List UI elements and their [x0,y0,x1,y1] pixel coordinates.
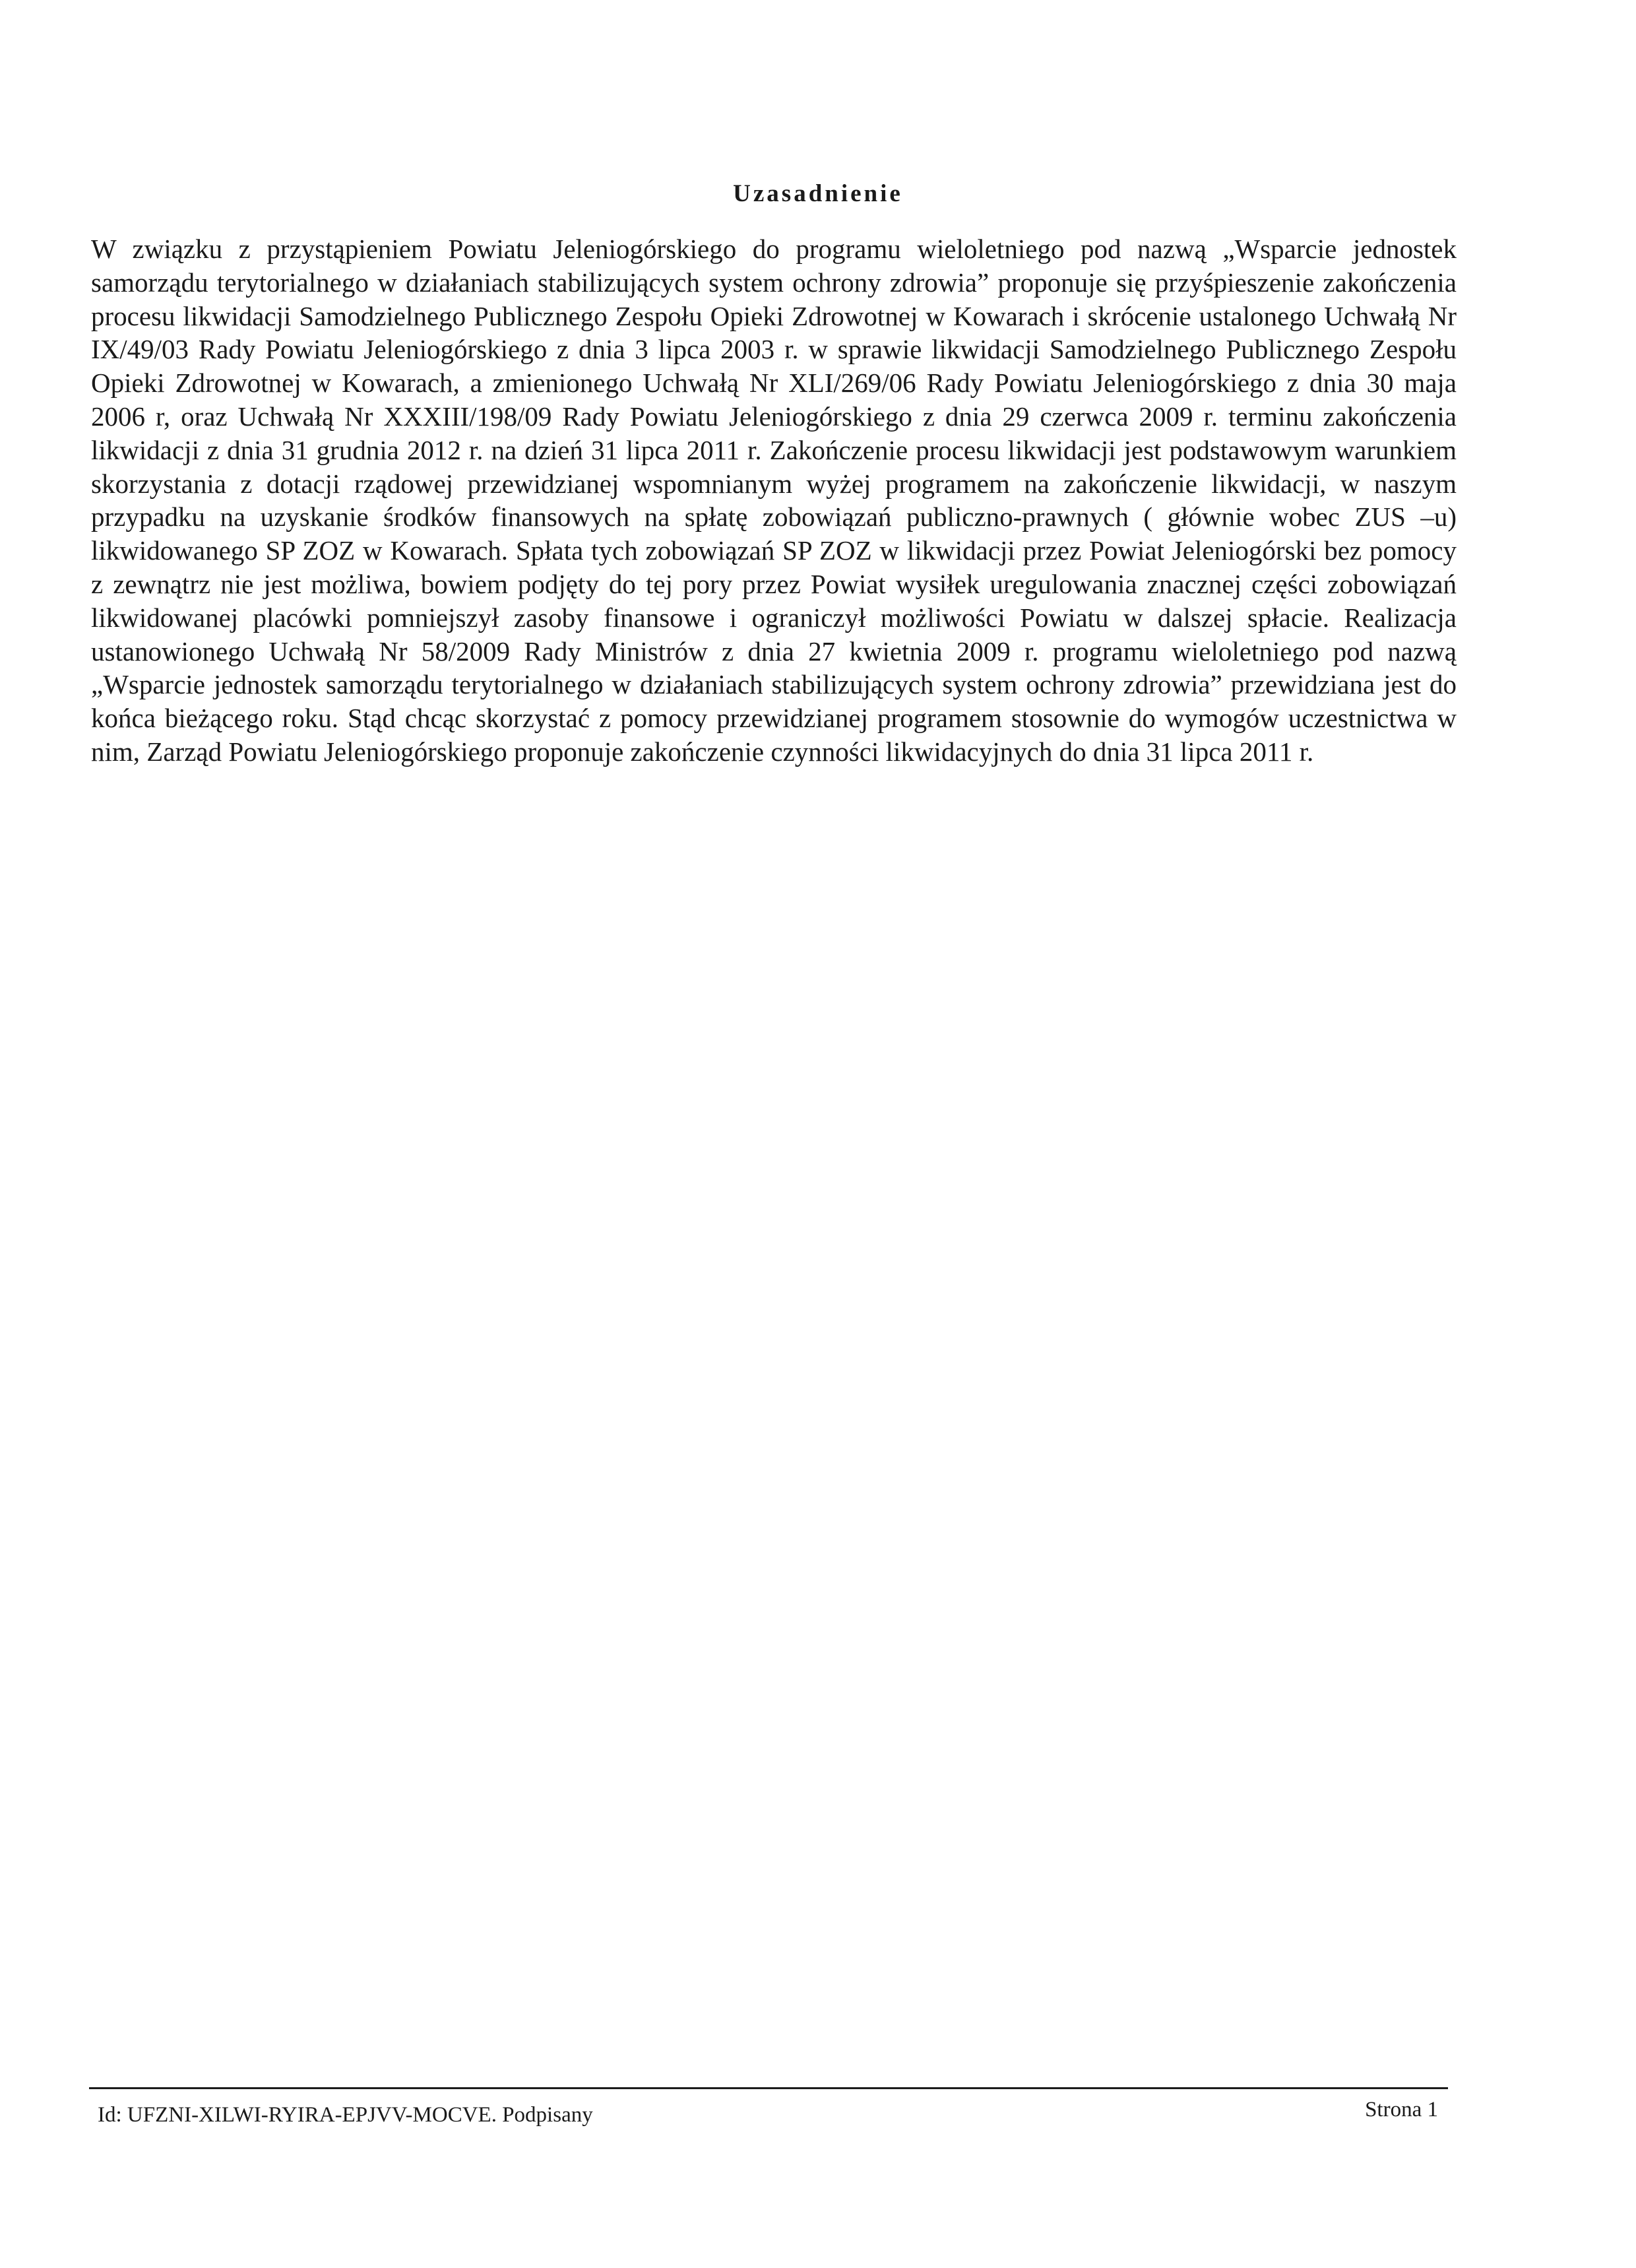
footer-divider [89,2087,1448,2089]
document-id-signature: Id: UFZNI-XILWI-RYIRA-EPJVV-MOCVE. Podpisany [98,2103,593,2127]
page-number: Strona 1 [1365,2098,1438,2122]
document-heading: Uzasadnienie [733,180,903,207]
justification-paragraph: W związku z przystąpieniem Powiatu Jeleniogórskiego do programu wieloletniego pod nazwą „Wsparcie jednostek samorządu terytorialnego w działaniach stabilizujących system ochrony zdrowia” proponuje się przyśpieszenie zakończenia procesu likwidacji Samodzielnego Publicznego Zespołu Opieki Zdrowotnej w Kowarach i skrócenie ustalonego Uchwałą Nr IX/49/03 Rady Powiatu Jeleniogórskiego z dnia 3 lipca 2003 r. w sprawie likwidacji Samodzielnego Publicznego Zespołu Opieki Zdrowotnej w Kowarach, a zmienionego Uchwałą Nr XLI/269/06 Rady Powiatu Jeleniogórskiego z dnia 30 maja 2006 r, oraz Uchwałą Nr XXXIII/198/09 Rady Powiatu Jeleniogórskiego z dnia 29 czerwca 2009 r. terminu zakończenia likwidacji z dnia 31 grudnia 2012 r. na dzień 31 lipca 2011 r. Zakończenie procesu likwidacji jest podstawowym warunkiem skorzystania z dotacji rządowej przewidzianej wspomnianym wyżej programem na zakończenie likwidacji, w naszym przypadku na uzyskanie środków finansowych na spłatę zobowiązań publiczno-prawnych ( głównie wobec ZUS –u) likwidowanego SP ZOZ w Kowarach. Spłata tych zobowiązań SP ZOZ w likwidacji przez Powiat Jeleniogórski bez pomocy z zewnątrz nie jest możliwa, bowiem podjęty do tej pory przez Powiat wysiłek uregulowania znacznej części zobowiązań likwidowanej placówki pomniejszył zasoby finansowe i ograniczył możliwości Powiatu w dalszej spłacie. Realizacja ustanowionego Uchwałą Nr 58/2009 Rady Ministrów z dnia 27 kwietnia 2009 r. programu wieloletniego pod nazwą „Wsparcie jednostek samorządu terytorialnego w działaniach stabilizujących system ochrony zdrowia” przewidziana jest do końca bieżącego roku. Stąd chcąc skorzystać z pomocy przewidzianej programem stosownie do wymogów uczestnictwa w nim, Zarząd Powiatu Jeleniogórskiego proponuje zakończenie czynności likwidacyjnych do dnia 31 lipca 2011 r. [91,234,1457,767]
